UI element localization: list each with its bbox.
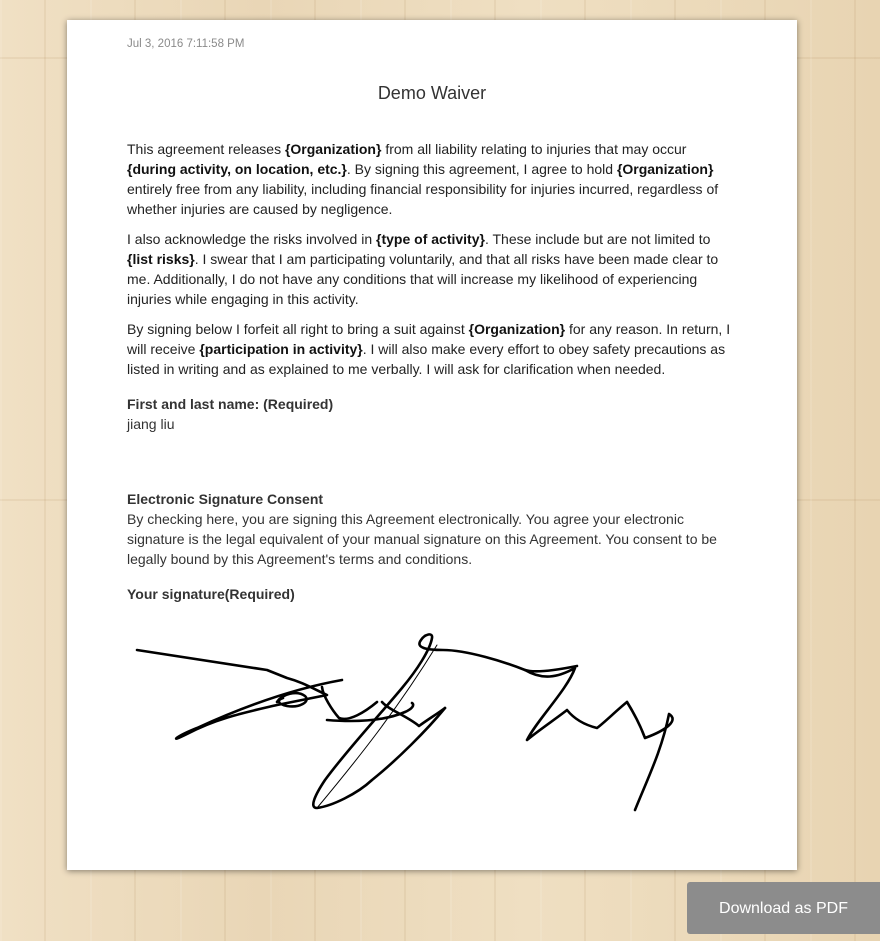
- placeholder-text: {type of activity}: [376, 231, 485, 247]
- paragraph-text: By signing below I forfeit all right to bring a suit against: [127, 321, 469, 337]
- agreement-paragraph-risks: [127, 229, 739, 309]
- waiver-body: [127, 139, 739, 604]
- name-field-label: First and last name: (Required): [127, 396, 334, 412]
- document-title: Demo Waiver: [377, 83, 487, 103]
- placeholder-text: {participation in activity}: [199, 341, 363, 357]
- paragraph-text: . I swear that I am participating voluntarily, and that all risks have been made clear to me. Additionally, I do not have any conditions that will increase my likelihood of experiencing injuries while engaging in this activity.: [127, 251, 719, 307]
- paragraph-text: . I will also make every effort to obey safety precautions as listed in writing and as explained to me verbally. I will ask for clarification when needed.: [127, 341, 726, 377]
- handwritten-signature: [127, 610, 687, 820]
- paragraph-text: . These include but are not limited to: [484, 231, 711, 247]
- paragraph-text: entirely free from any liability, including financial responsibility for injuries incurred, regardless of whether injuries are caused by negligence.: [127, 181, 719, 217]
- paragraph-text: This agreement releases: [127, 141, 285, 157]
- waiver-document: [67, 20, 797, 870]
- consent-text: By checking here, you are signing this Agreement electronically. You agree your electronic signature is the legal equivalent of your manual signature on this Agreement. You consent to be legally bound by this Agreement's terms and conditions.: [127, 511, 717, 567]
- document-timestamp: Jul 3, 2016 7:11:58 PM: [127, 38, 245, 50]
- consent-title: Electronic Signature Consent: [127, 491, 324, 507]
- placeholder-text: {list risks}: [127, 251, 195, 267]
- paragraph-text: I also acknowledge the risks involved in: [127, 231, 377, 247]
- placeholder-text: {Organization}: [468, 321, 566, 337]
- signature-label: Your signature(Required): [127, 586, 295, 602]
- agreement-paragraph-forfeit: [127, 319, 739, 379]
- placeholder-text: {Organization}: [616, 161, 714, 177]
- paragraph-text: . By signing this agreement, I agree to hold: [346, 161, 617, 177]
- paragraph-text: from all liability relating to injuries that may occur: [381, 141, 687, 157]
- placeholder-text: {Organization}: [284, 141, 382, 157]
- placeholder-text: {during activity, on location, etc.}: [127, 161, 347, 177]
- paragraph-text: for any reason. In return, I will receive: [127, 321, 731, 357]
- name-field-value: jiang liu: [127, 416, 175, 432]
- download-pdf-button[interactable]: Download as PDF: [687, 882, 880, 934]
- agreement-paragraph-release: [127, 139, 739, 219]
